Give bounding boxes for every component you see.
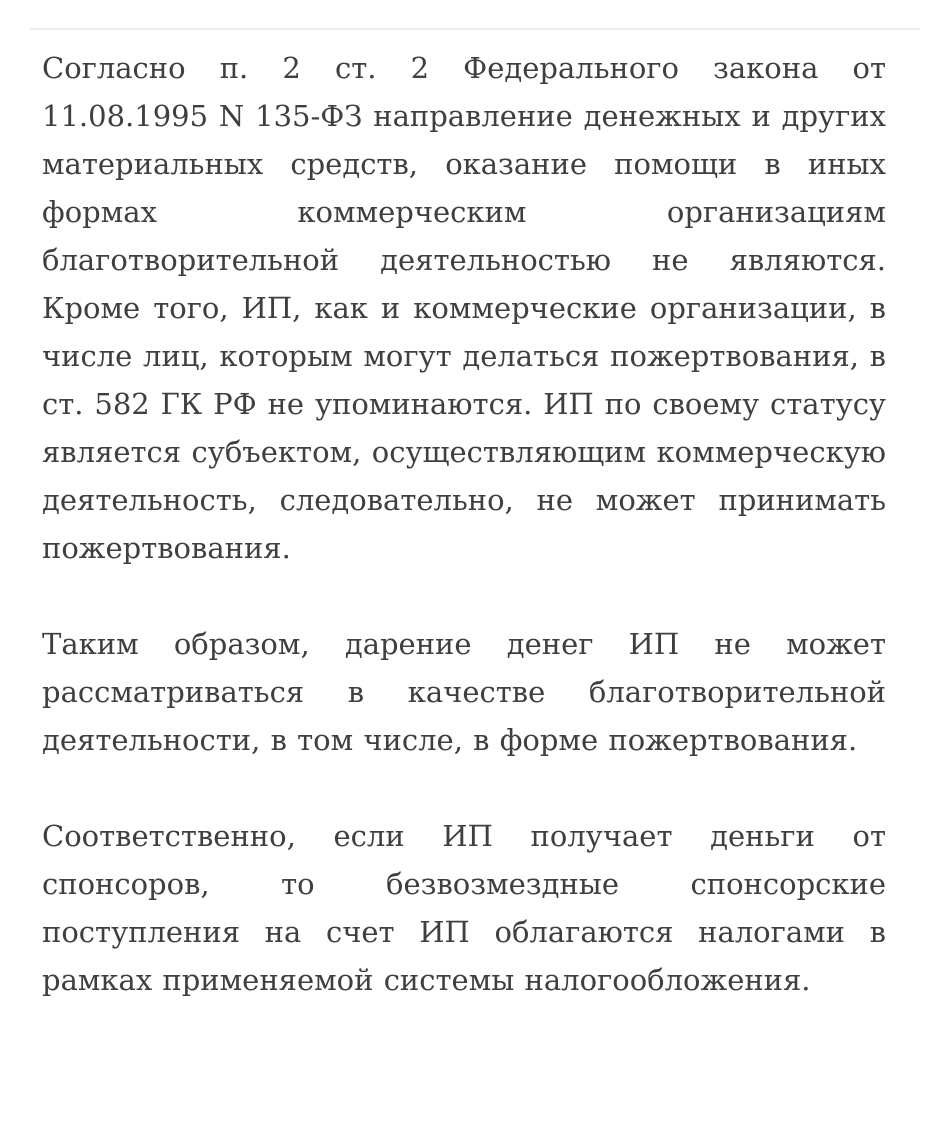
article-body <box>42 44 886 1004</box>
top-divider <box>30 28 920 30</box>
paragraph-taxation: Соответственно, если ИП получает деньги от спонсоров, то безвозмездные спонсорские поступления на счет ИП облагаются налогами в рамках применяемой системы налогообложения. <box>42 819 886 997</box>
paragraph-conclusion: Таким образом, дарение денег ИП не может рассматриваться в качестве благотворительной деятельности, в том числе, в форме пожертвования. <box>42 627 886 757</box>
paragraph-legal-basis: Согласно п. 2 ст. 2 Федерального закона от 11.08.1995 N 135-ФЗ направление денежных и других материальных средств, оказание помощи в иных формах коммерческим организациям благотворительной деятельностью не являются. Кроме того, ИП, как и коммерческие организации, в числе лиц, которым могут делаться пожертвования, в ст. 582 ГК РФ не упоминаются. ИП по своему статусу является субъектом, осуществляющим коммерческую деятельность, следовательно, не может принимать пожертвования. <box>42 51 886 565</box>
